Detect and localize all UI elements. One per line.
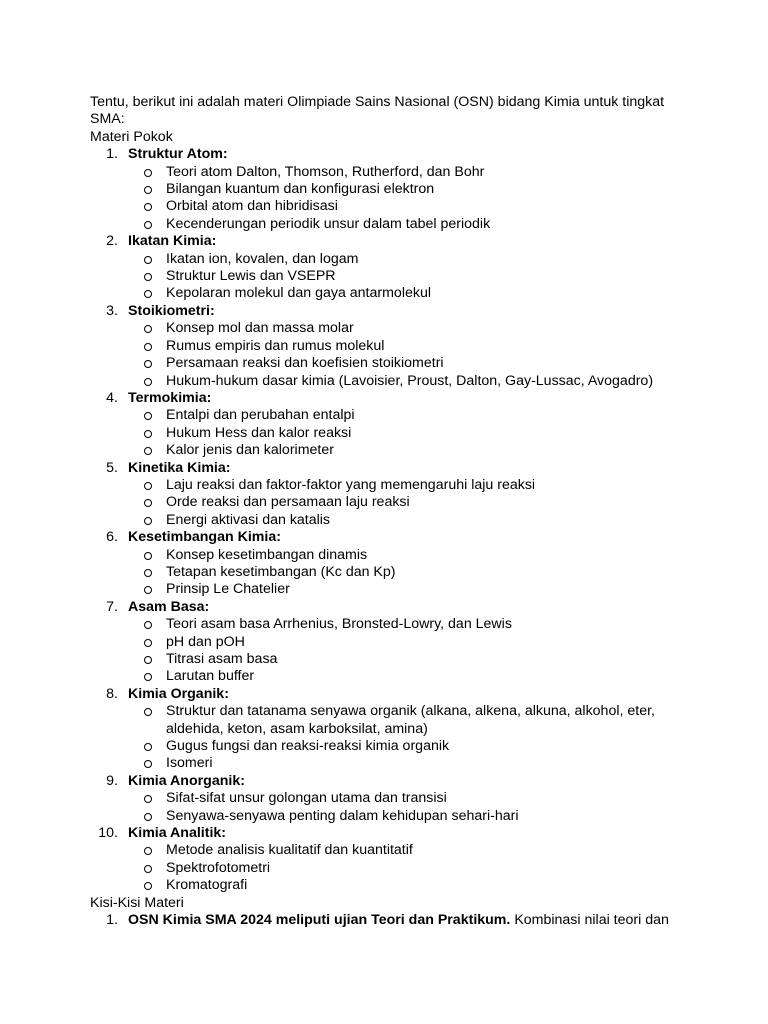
subtopic-text: Kepolaran molekul dan gaya antarmolekul [166, 285, 431, 302]
subtopic-text: Senyawa-senyawa penting dalam kehidupan sehari-hari [166, 807, 519, 824]
intro-paragraph: Tentu, berikut ini adalah materi Olimpiade Sains Nasional (OSN) bidang Kimia untuk tingkat SMA: [90, 94, 665, 128]
subtopic-item [128, 790, 680, 807]
subtopic-list [128, 547, 680, 599]
hollow-bullet-icon [144, 290, 152, 298]
subtopic-text: Rumus empiris dan rumus molekul [166, 337, 385, 354]
hollow-bullet-icon [144, 639, 152, 647]
topic-item [90, 773, 680, 825]
topic-title: Termokimia: [128, 389, 212, 406]
subtopic-text: pH dan pOH [166, 633, 245, 650]
subtopic-text: Konsep kesetimbangan dinamis [166, 546, 368, 563]
topic-item [90, 686, 680, 773]
subtopic-item [128, 198, 680, 215]
hollow-bullet-icon [144, 621, 152, 629]
hollow-bullet-icon [144, 325, 152, 333]
topic-title: Kinetika Kimia: [128, 459, 231, 476]
hollow-bullet-icon [144, 813, 152, 821]
subtopic-item [128, 668, 680, 685]
subtopic-text: Konsep mol dan massa molar [166, 320, 354, 337]
subtopic-item [128, 564, 680, 581]
subtopic-list [128, 477, 680, 529]
hollow-bullet-icon [144, 517, 152, 525]
topic-title: Kimia Anorganik: [128, 772, 245, 789]
hollow-bullet-icon [144, 412, 152, 420]
subtopic-item [128, 268, 680, 285]
subtopic-text: Kecenderungan periodik unsur dalam tabel periodik [166, 215, 491, 232]
subtopic-item [128, 808, 680, 825]
topic-list [90, 146, 680, 894]
subtopic-list [128, 842, 680, 894]
subtopic-text: Larutan buffer [166, 668, 255, 685]
topic-title: Kimia Organik: [128, 685, 229, 702]
subtopic-text: Orde reaksi dan persamaan laju reaksi [166, 494, 410, 511]
subtopic-text: Energi aktivasi dan katalis [166, 511, 331, 528]
hollow-bullet-icon [144, 430, 152, 438]
subtopic-item [128, 651, 680, 668]
hollow-bullet-icon [144, 447, 152, 455]
subtopic-text: Gugus fungsi dan reaksi-reaksi kimia organik [166, 738, 450, 755]
kisi-item-bold: OSN Kimia SMA 2024 meliputi ujian Teori dan Praktikum. [128, 912, 511, 929]
topic-number: 7. [106, 598, 118, 615]
subtopic-text: Teori atom Dalton, Thomson, Rutherford, dan Bohr [166, 163, 485, 180]
subtopic-list [128, 251, 680, 303]
subtopic-item [128, 877, 680, 894]
subtopic-item [128, 320, 680, 337]
subtopic-text: Metode analisis kualitatif dan kuantitatif [166, 842, 413, 859]
subtopic-item [128, 581, 680, 598]
section-heading-kisi-kisi: Kisi-Kisi Materi [90, 894, 184, 911]
topic-title: Kesetimbangan Kimia: [128, 529, 281, 546]
subtopic-item [128, 216, 680, 233]
subtopic-list [128, 164, 680, 234]
subtopic-text: Ikatan ion, kovalen, dan logam [166, 250, 359, 267]
hollow-bullet-icon [144, 203, 152, 211]
topic-item [90, 233, 680, 303]
subtopic-text: Sifat-sifat unsur golongan utama dan transisi [166, 790, 447, 807]
subtopic-text: Tetapan kesetimbangan (Kc dan Kp) [166, 563, 396, 580]
hollow-bullet-icon [144, 482, 152, 490]
topic-number: 5. [106, 459, 118, 476]
topic-item [90, 529, 680, 599]
subtopic-item [128, 738, 680, 755]
subtopic-text: Bilangan kuantum dan konfigurasi elektron [166, 181, 435, 198]
topic-number: 6. [106, 529, 118, 546]
hollow-bullet-icon [144, 760, 152, 768]
topic-number: 3. [106, 302, 118, 319]
subtopic-text: Isomeri [166, 755, 213, 772]
hollow-bullet-icon [144, 169, 152, 177]
hollow-bullet-icon [144, 256, 152, 264]
topic-item [90, 825, 680, 895]
hollow-bullet-icon [144, 656, 152, 664]
subtopic-list [128, 320, 680, 390]
subtopic-item [128, 494, 680, 511]
topic-item [90, 303, 680, 390]
hollow-bullet-icon [144, 273, 152, 281]
subtopic-item [128, 703, 680, 738]
kisi-item [90, 912, 680, 929]
subtopic-text: Hukum Hess dan kalor reaksi [166, 424, 352, 441]
topic-item [90, 390, 680, 460]
hollow-bullet-icon [144, 865, 152, 873]
subtopic-text: Persamaan reaksi dan koefisien stoikiometri [166, 355, 444, 372]
subtopic-item [128, 860, 680, 877]
topic-item [90, 146, 680, 233]
subtopic-text: Teori asam basa Arrhenius, Bronsted-Lowry, dan Lewis [166, 616, 512, 633]
topic-number: 8. [106, 685, 118, 702]
hollow-bullet-icon [144, 221, 152, 229]
topic-item [90, 460, 680, 530]
subtopic-text: Prinsip Le Chatelier [166, 581, 290, 598]
hollow-bullet-icon [144, 378, 152, 386]
hollow-bullet-icon [144, 882, 152, 890]
topic-item [90, 599, 680, 686]
hollow-bullet-icon [144, 673, 152, 681]
kisi-item-number: 1. [106, 912, 118, 929]
hollow-bullet-icon [144, 186, 152, 194]
subtopic-item [128, 842, 680, 859]
topic-title: Struktur Atom: [128, 146, 228, 163]
subtopic-item [128, 355, 680, 372]
topic-number: 1. [106, 146, 118, 163]
hollow-bullet-icon [144, 499, 152, 507]
subtopic-item [128, 547, 680, 564]
hollow-bullet-icon [144, 343, 152, 351]
subtopic-text: Orbital atom dan hibridisasi [166, 198, 338, 215]
subtopic-text: Spektrofotometri [166, 859, 271, 876]
subtopic-text: Struktur Lewis dan VSEPR [166, 268, 336, 285]
subtopic-item [128, 285, 680, 302]
subtopic-item [128, 755, 680, 772]
subtopic-item [128, 616, 680, 633]
hollow-bullet-icon [144, 743, 152, 751]
subtopic-text: Laju reaksi dan faktor-faktor yang memengaruhi laju reaksi [166, 476, 536, 493]
hollow-bullet-icon [144, 569, 152, 577]
hollow-bullet-icon [144, 847, 152, 855]
topic-title: Stoikiometri: [128, 302, 215, 319]
hollow-bullet-icon [144, 795, 152, 803]
subtopic-list [128, 790, 680, 825]
topic-number: 4. [106, 389, 118, 406]
subtopic-text: Titrasi asam basa [166, 651, 278, 667]
subtopic-item [128, 512, 680, 529]
subtopic-item [128, 634, 680, 651]
subtopic-item [128, 251, 680, 268]
subtopic-list [128, 703, 680, 773]
subtopic-item [128, 477, 680, 494]
subtopic-item [128, 338, 680, 355]
subtopic-text: Entalpi dan perubahan entalpi [166, 407, 355, 424]
subtopic-item [128, 407, 680, 424]
subtopic-list [128, 407, 680, 459]
topic-title: Asam Basa: [128, 598, 210, 615]
hollow-bullet-icon [144, 708, 152, 716]
subtopic-item [128, 442, 680, 459]
hollow-bullet-icon [144, 586, 152, 594]
subtopic-text: Struktur dan tatanama senyawa organik (alkana, alkena, alkuna, alkohol, eter, aldehida, keton, asam karboksilat, amina) [166, 703, 655, 737]
topic-title: Ikatan Kimia: [128, 233, 217, 250]
subtopic-text: Kalor jenis dan kalorimeter [166, 442, 334, 459]
subtopic-item [128, 425, 680, 442]
hollow-bullet-icon [144, 552, 152, 560]
kisi-item-text: Kombinasi nilai teori dan [510, 912, 669, 929]
topic-number: 9. [106, 772, 118, 789]
topic-number: 2. [106, 233, 118, 250]
subtopic-item [128, 164, 680, 181]
subtopic-text: Kromatografi [166, 877, 248, 894]
subtopic-text: Hukum-hukum dasar kimia (Lavoisier, Proust, Dalton, Gay-Lussac, Avogadro) [166, 372, 654, 389]
subtopic-item [128, 373, 680, 390]
topic-number: 10. [98, 825, 118, 842]
hollow-bullet-icon [144, 360, 152, 368]
subtopic-list [128, 616, 680, 686]
subtopic-item [128, 181, 680, 198]
section-heading-materi-pokok: Materi Pokok [90, 128, 173, 145]
topic-title: Kimia Analitik: [128, 825, 227, 842]
